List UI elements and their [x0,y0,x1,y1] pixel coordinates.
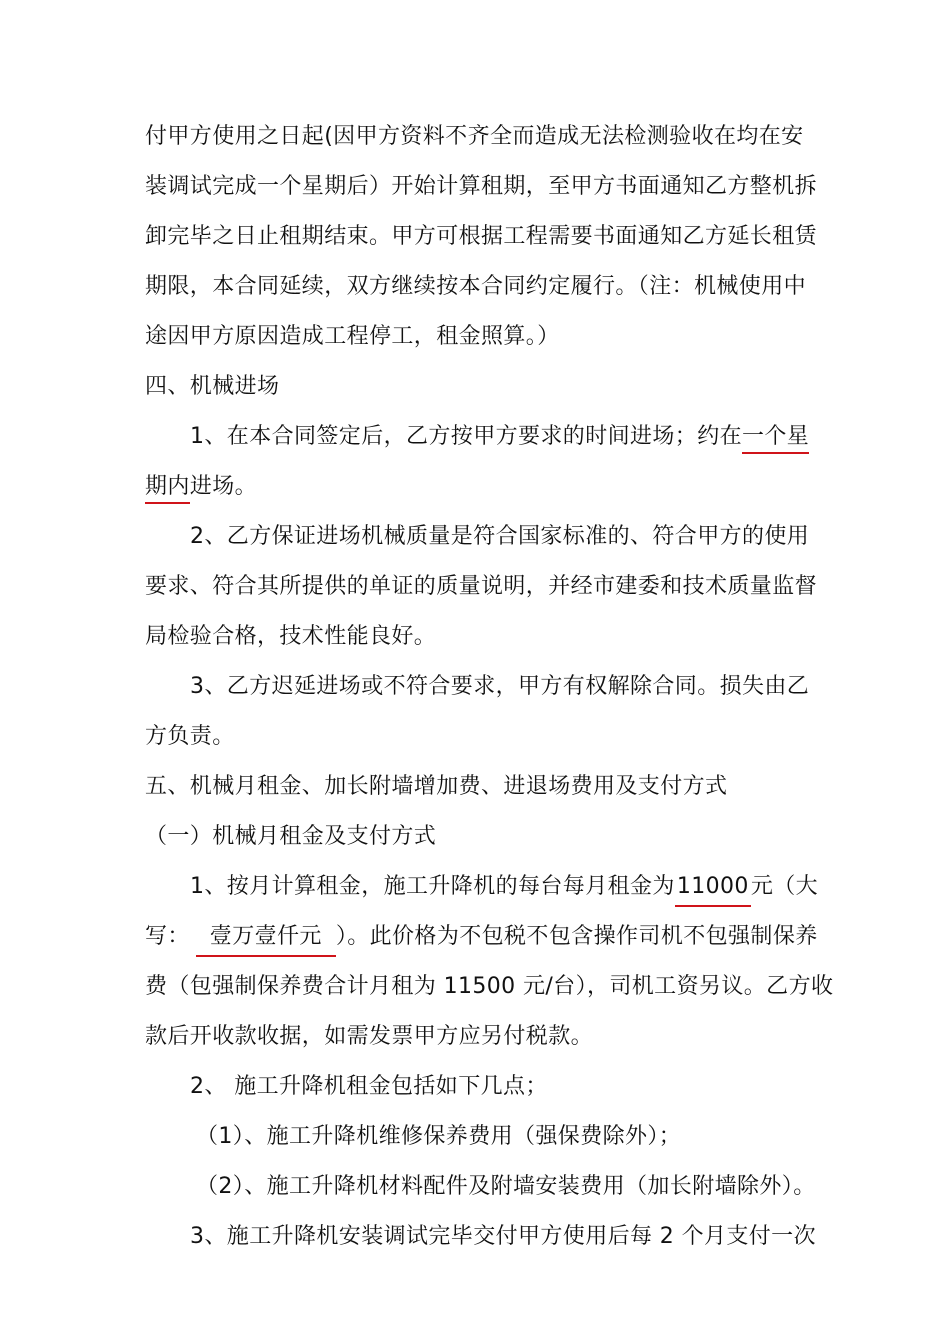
clause-text: 1、按月计算租金，施工升降机的每台每月租金为 [190,874,675,899]
clause-text: 写： [145,924,190,949]
clause-line: 要求、符合其所提供的单证的质量说明，并经市建委和技术质量监督 [145,574,818,599]
section-heading: 四、机械进场 [145,374,280,399]
clause-line [190,422,809,452]
clause-line [145,922,818,957]
paragraph-line: 装调试完成一个星期后）开始计算租期，至甲方书面通知乙方整机拆 [145,174,818,199]
clause-line: 3、乙方迟延进场或不符合要求，甲方有权解除合同。损失由乙 [190,674,810,699]
subsection-heading: （一）机械月租金及支付方式 [145,824,437,849]
clause-line [145,472,257,502]
underlined-term: 一个星 [742,424,809,454]
section-heading: 五、机械月租金、加长附墙增加费、进退场费用及支付方式 [145,774,728,799]
clause-text: 进场。 [189,474,258,499]
clause-line: 费（包强制保养费合计月租为 11500 元/台），司机工资另议。乙方收 [145,974,834,999]
rent-amount-uppercase: 壹万壹仟元 [196,922,336,957]
paragraph-line: 期限，本合同延续，双方继续按本合同约定履行。（注：机械使用中 [145,274,807,299]
clause-line [190,872,818,907]
clause-line: 方负责。 [145,724,235,749]
sub-clause-line: （1）、施工升降机维修保养费用（强保费除外）； [196,1124,682,1149]
paragraph-line: 卸完毕之日止租期结束。甲方可根据工程需要书面通知乙方延长租赁 [145,224,818,249]
paragraph-line: 途因甲方原因造成工程停工，租金照算。） [145,324,560,349]
clause-text: 元（大 [750,874,819,899]
sub-clause-line: （2）、施工升降机材料配件及附墙安装费用（加长附墙除外）。 [196,1174,816,1199]
rent-amount: 11000 [675,872,751,907]
clause-line: 3、施工升降机安装调试完毕交付甲方使用后每 2 个月支付一次 [190,1224,816,1249]
paragraph-line: 付甲方使用之日起(因甲方资料不齐全而造成无法检测验收在均在安 [145,124,804,149]
clause-text: 1、在本合同签定后，乙方按甲方要求的时间进场；约在 [190,424,742,449]
clause-line: 局检验合格，技术性能良好。 [145,624,437,649]
clause-line: 2、乙方保证进场机械质量是符合国家标准的、符合甲方的使用 [190,524,810,549]
clause-line: 2、 施工升降机租金包括如下几点； [190,1074,548,1099]
clause-text: ）。此价格为不包税不包含操作司机不包强制保养 [335,924,818,949]
clause-line: 款后开收款收据，如需发票甲方应另付税款。 [145,1024,594,1049]
underlined-term: 期内 [145,474,190,504]
